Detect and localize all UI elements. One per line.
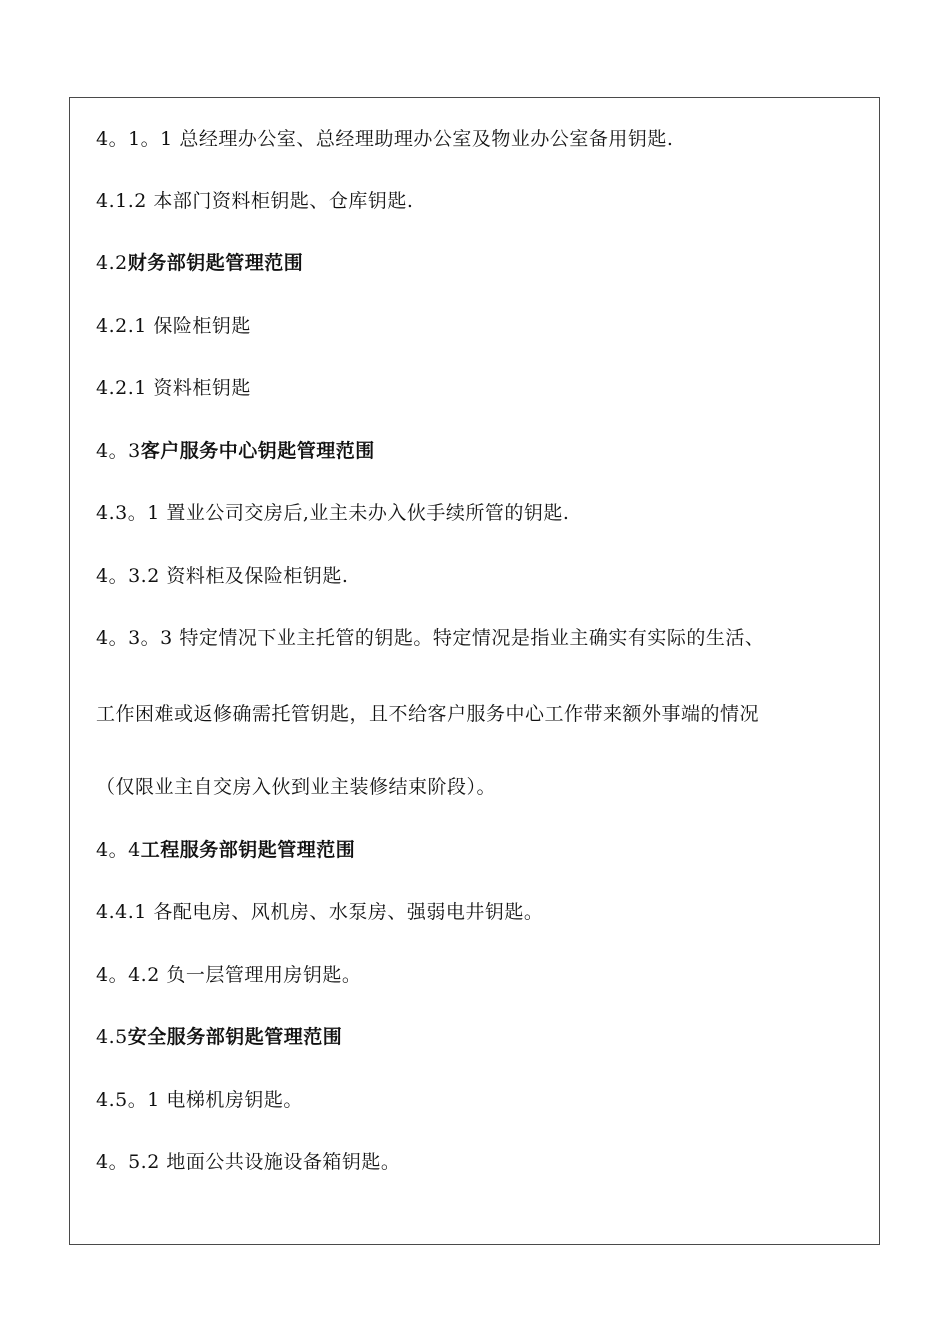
clause-number: 4.5。1 — [96, 1089, 160, 1111]
clause-text: 特定情况下业主托管的钥匙。特定情况是指业主确实有实际的生活、 — [179, 627, 765, 649]
section-heading-4-3 — [96, 439, 375, 463]
clause-text: 电梯机房钥匙。 — [166, 1089, 303, 1111]
clause-text: 本部门资料柜钥匙、仓库钥匙. — [153, 190, 414, 212]
clause-text: 负一层管理用房钥匙。 — [166, 964, 362, 986]
clause-number: 4.2.1 — [96, 377, 147, 399]
clause-text: 置业公司交房后,业主未办入伙手续所管的钥匙. — [166, 502, 570, 524]
clause-number: 4。1。1 — [96, 128, 173, 150]
section-title: 工程服务部钥匙管理范围 — [140, 839, 356, 861]
clause-text: 资料柜及保险柜钥匙. — [166, 565, 349, 587]
clause-4-4-2 — [96, 963, 361, 987]
clause-4-5-1 — [96, 1088, 303, 1112]
clause-number: 4。4.2 — [96, 964, 160, 986]
clause-text: 资料柜钥匙 — [153, 377, 251, 399]
clause-text: 地面公共设施设备箱钥匙。 — [166, 1151, 401, 1173]
section-title: 安全服务部钥匙管理范围 — [127, 1026, 343, 1048]
clause-4-3-1 — [96, 501, 569, 525]
clause-4-3-2 — [96, 564, 348, 588]
section-number: 4。4 — [96, 839, 141, 861]
clause-number: 4.1.2 — [96, 190, 147, 212]
clause-number: 4。5.2 — [96, 1151, 160, 1173]
clause-4-3-3 — [96, 626, 764, 650]
section-heading-4-2 — [96, 251, 303, 275]
clause-4-1-2 — [96, 189, 413, 213]
section-number: 4。3 — [96, 440, 141, 462]
section-heading-4-5 — [96, 1025, 342, 1049]
section-number: 4.2 — [96, 252, 128, 274]
section-title: 财务部钥匙管理范围 — [127, 252, 304, 274]
clause-4-3-3-continuation-1 — [96, 702, 759, 726]
clause-number: 4.3。1 — [96, 502, 160, 524]
clause-number: 4。3。3 — [96, 627, 173, 649]
clause-number: 4。3.2 — [96, 565, 160, 587]
clause-text: 保险柜钥匙 — [153, 315, 251, 337]
clause-4-2-1-b — [96, 376, 251, 400]
clause-text: 工作困难或返修确需托管钥匙，且不给客户服务中心工作带来额外事端的情况 — [96, 703, 760, 725]
section-number: 4.5 — [96, 1026, 128, 1048]
section-heading-4-4 — [96, 838, 355, 862]
clause-text: 各配电房、风机房、水泵房、强弱电井钥匙。 — [153, 901, 544, 923]
clause-number: 4.2.1 — [96, 315, 147, 337]
clause-text: （仅限业主自交房入伙到业主装修结束阶段）。 — [96, 776, 497, 798]
clause-number: 4.4.1 — [96, 901, 147, 923]
clause-4-1-1 — [96, 127, 673, 151]
clause-4-5-2 — [96, 1150, 400, 1174]
clause-text: 总经理办公室、总经理助理办公室及物业办公室备用钥匙. — [179, 128, 674, 150]
clause-4-3-3-continuation-2 — [96, 775, 496, 799]
section-title: 客户服务中心钥匙管理范围 — [140, 440, 375, 462]
clause-4-2-1-a — [96, 314, 251, 338]
clause-4-4-1 — [96, 900, 543, 924]
